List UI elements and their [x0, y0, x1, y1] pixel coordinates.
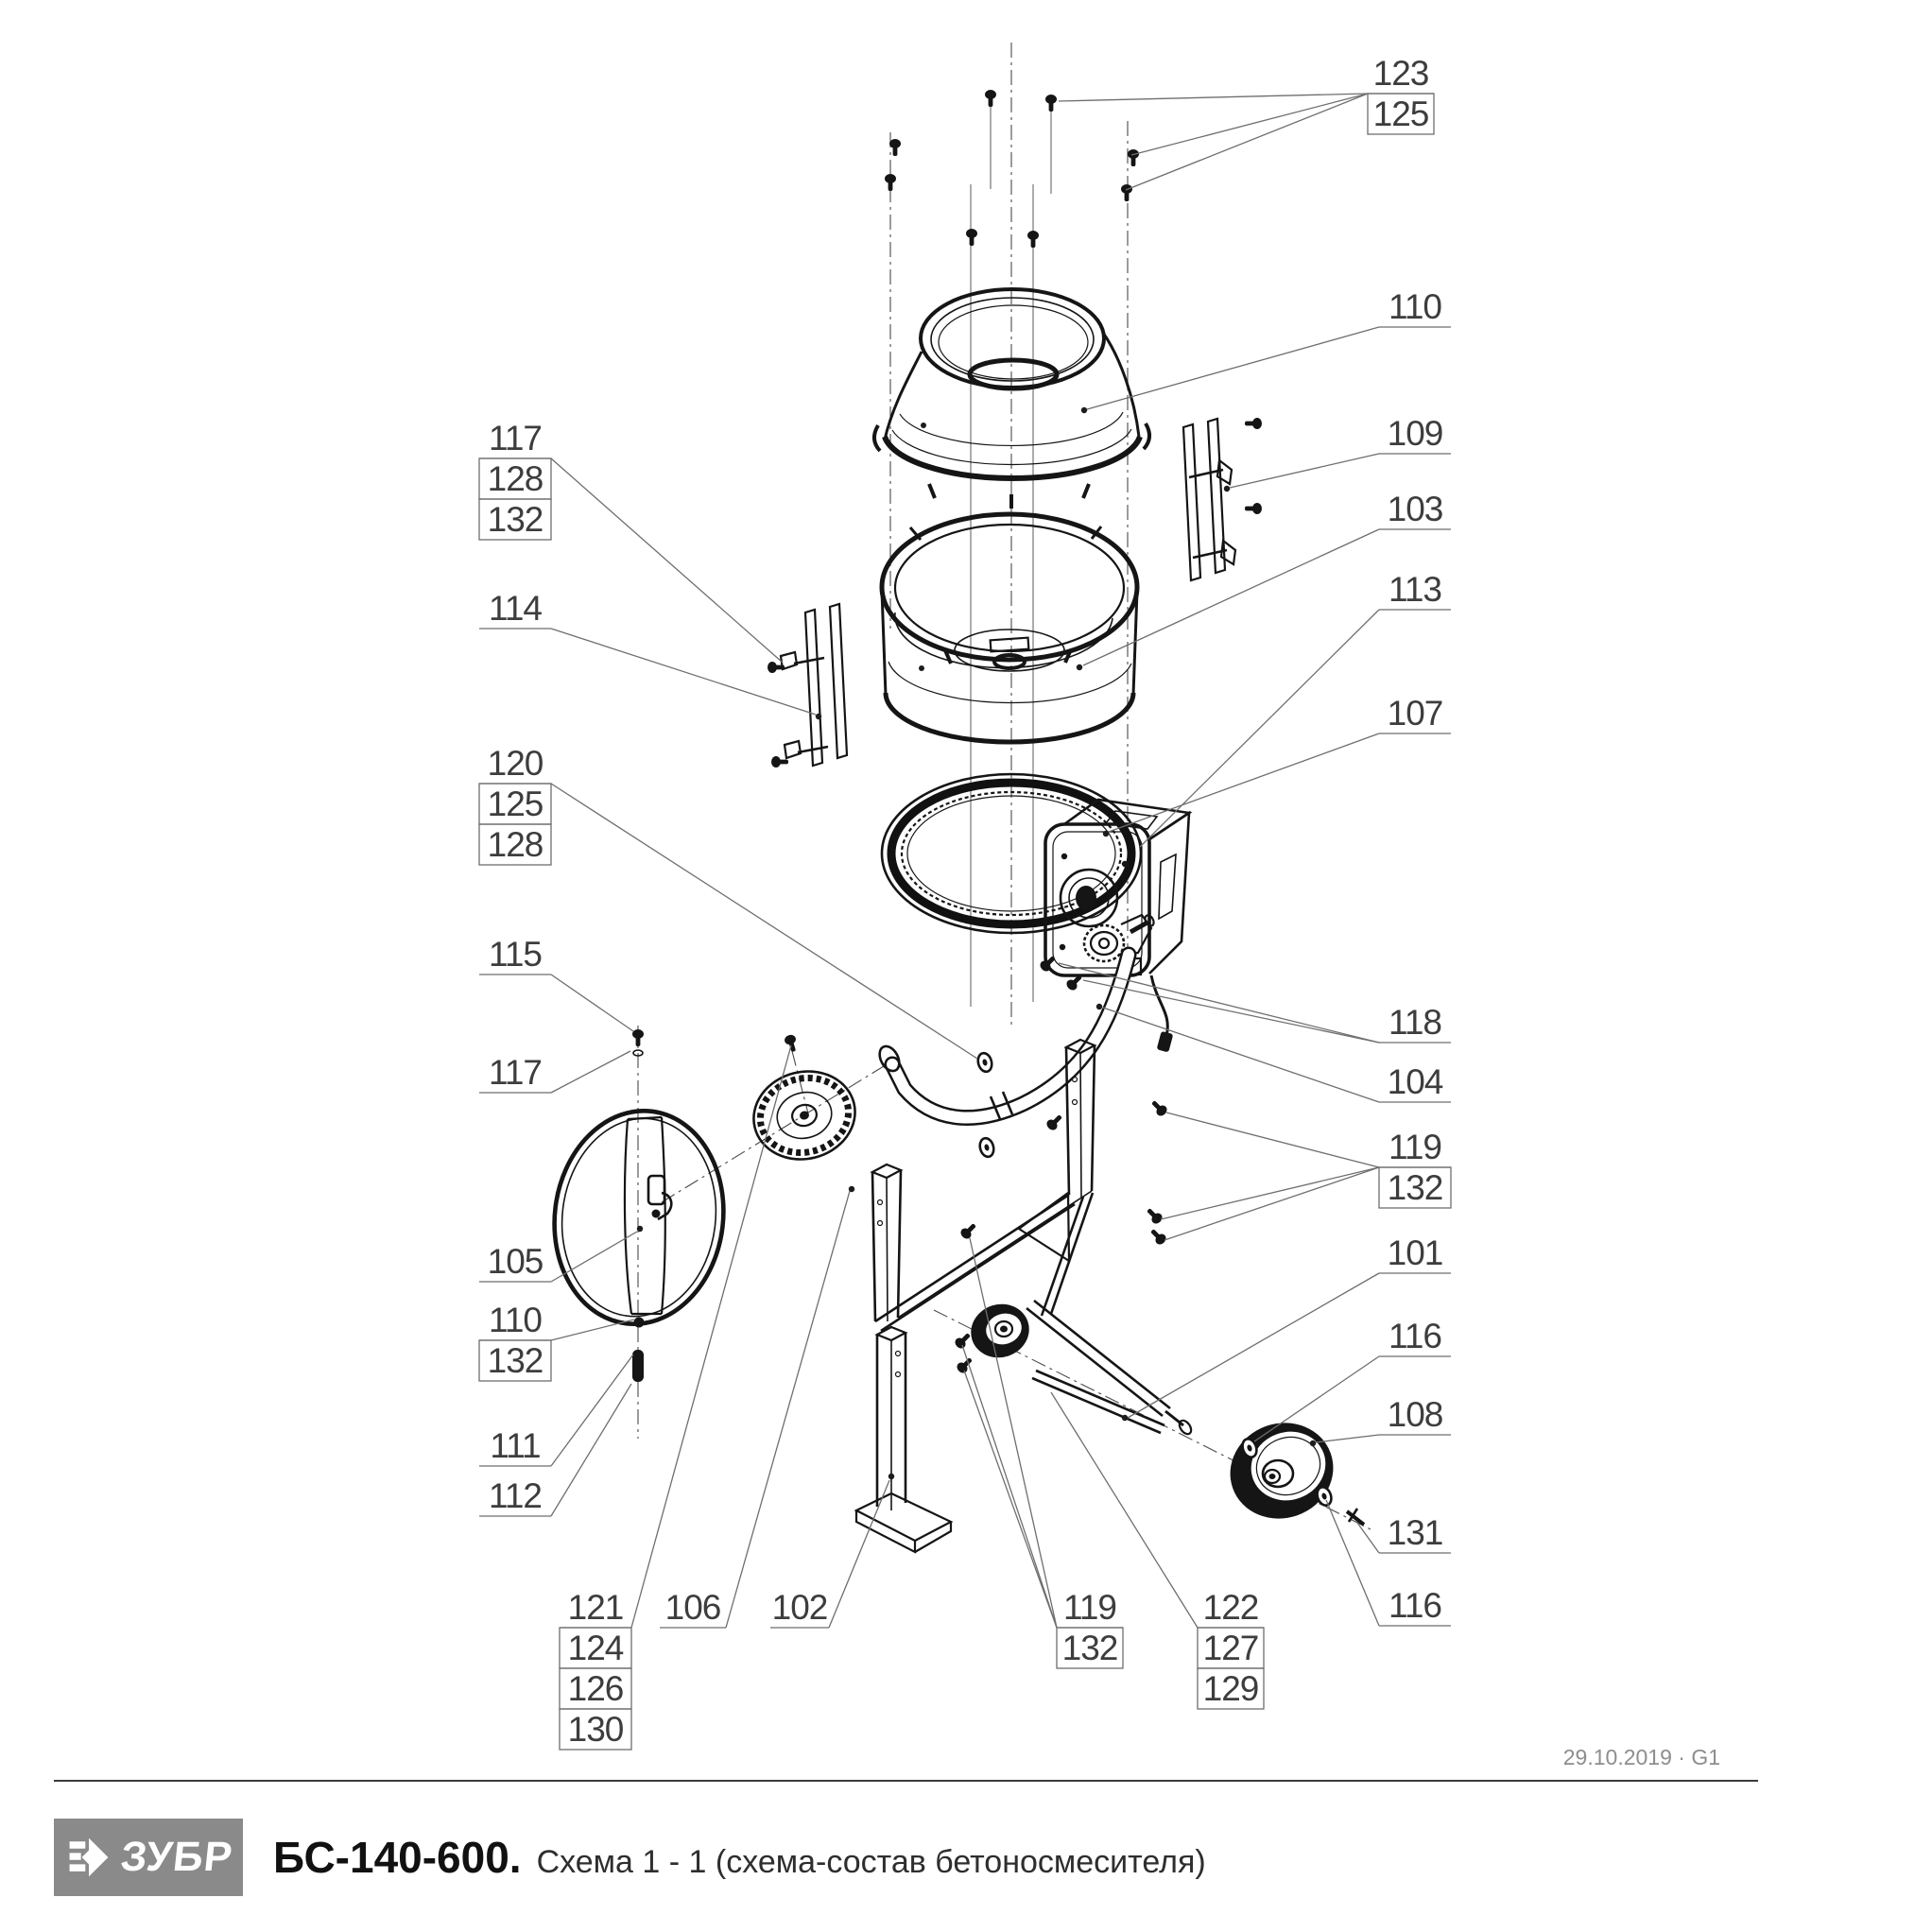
callout-number: 119	[1063, 1588, 1116, 1627]
callout-number: 119	[1389, 1128, 1441, 1166]
doc-title: Схема 1 - 1 (схема-состав бетоносмесителя)	[536, 1844, 1206, 1880]
callout-number: 130	[567, 1710, 624, 1749]
callout-number: 115	[489, 935, 542, 974]
callout-number: 132	[487, 1341, 543, 1380]
callout-number: 132	[487, 500, 543, 539]
callout-number: 105	[487, 1242, 543, 1281]
callout-number: 117	[489, 419, 542, 457]
callout-120-125-128	[479, 744, 977, 1059]
part-drum-bottom	[882, 514, 1137, 742]
callout-number: 116	[1389, 1317, 1441, 1355]
callout-number: 113	[1389, 570, 1441, 609]
detent-ball	[634, 1318, 645, 1328]
callout-number: 128	[487, 459, 543, 498]
callout-number: 101	[1387, 1233, 1443, 1272]
callout-number: 102	[771, 1588, 828, 1627]
callout-number: 103	[1387, 490, 1443, 528]
callout-number: 129	[1202, 1669, 1259, 1708]
callout-number: 124	[567, 1629, 624, 1667]
callout-number: 104	[1387, 1062, 1443, 1101]
callout-number: 117	[489, 1053, 542, 1092]
callout-number: 111	[490, 1426, 541, 1465]
callout-number: 132	[1387, 1168, 1443, 1207]
part-swivel-arm	[875, 955, 1129, 1158]
callout-108	[1310, 1395, 1451, 1446]
callout-110-132	[479, 1301, 634, 1381]
callout-119-132-bottom	[962, 1238, 1123, 1668]
callout-number: 108	[1387, 1395, 1443, 1434]
footer-title-block	[54, 1819, 1206, 1896]
callout-106	[660, 1186, 854, 1628]
callout-number: 114	[489, 589, 542, 628]
callout-119-132-right	[1161, 1113, 1451, 1240]
callout-123-125	[1059, 54, 1434, 190]
callout-number: 110	[489, 1301, 542, 1339]
callout-number: 123	[1372, 54, 1429, 93]
callout-number: 132	[1061, 1629, 1118, 1667]
part-front-leg	[856, 1327, 951, 1552]
callout-117	[479, 1051, 630, 1093]
callout-number: 125	[487, 785, 543, 823]
part-towbar-wheels	[964, 1297, 1364, 1533]
gear-bolt	[784, 1033, 800, 1053]
callout-114	[479, 589, 821, 719]
part-drive-pinion	[1038, 914, 1155, 992]
callout-number: 109	[1387, 414, 1443, 453]
callout-number: 120	[487, 744, 543, 783]
footer-rule	[54, 1780, 1758, 1782]
callout-115	[479, 935, 633, 1031]
callout-number: 122	[1202, 1588, 1259, 1627]
callout-number: 121	[567, 1588, 624, 1627]
callout-102	[770, 1474, 894, 1628]
callout-107	[1103, 694, 1451, 837]
callout-number: 118	[1389, 1003, 1441, 1042]
callout-number: 116	[1389, 1586, 1441, 1625]
detent-spring	[632, 1350, 644, 1382]
callout-131	[1357, 1513, 1451, 1553]
callout-number: 127	[1202, 1629, 1259, 1667]
part-gear-ring	[882, 774, 1141, 933]
fasteners-top-bolts	[885, 90, 1139, 248]
callout-number: 128	[487, 825, 543, 864]
callout-number: 106	[664, 1588, 721, 1627]
brand-arrow-icon	[64, 1833, 113, 1882]
callout-121-124-126-130	[560, 1045, 791, 1750]
callout-number: 131	[1387, 1513, 1443, 1552]
callout-number: 110	[1389, 287, 1441, 326]
brand-logo	[54, 1819, 243, 1896]
date-ref: 29.10.2019 · G1	[1562, 1745, 1720, 1769]
brand-name: ЗУБР	[118, 1834, 235, 1880]
callout-110-top	[1081, 287, 1451, 413]
doc-model: БС-140-600.	[273, 1833, 522, 1882]
callout-105	[479, 1226, 643, 1282]
callout-number: 125	[1372, 95, 1429, 133]
part-bracket-right	[1183, 418, 1262, 580]
callout-number: 126	[567, 1669, 624, 1708]
callout-number: 107	[1387, 694, 1443, 733]
part-bracket-left	[768, 604, 847, 768]
part-drive-gear	[744, 1061, 864, 1169]
callout-number: 112	[489, 1476, 542, 1515]
